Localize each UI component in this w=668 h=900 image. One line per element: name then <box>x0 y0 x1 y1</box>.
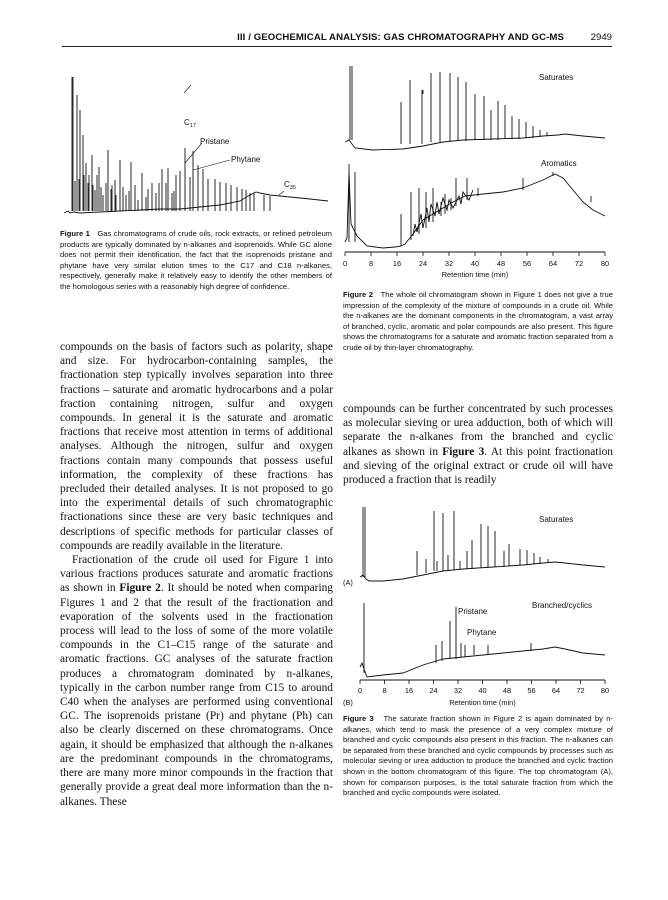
figure-3-caption-text: The saturate fraction shown in Figure 2 is again dominated by n-alkanes, which tend to mask the presence of a very complex mixture of branched and cyclic compounds also present in this fraction. The n-alkanes can be separated from these branched and cyclic compounds by processes such as molecular sieving or urea adduction to produce the branched and cyclic fraction shown in the bottom chromatogram of this figure. The top chromatogram (A), shown for comparison purposes, is the total saturate fraction from which the branched and cyclic compounds were isolated. <box>343 714 613 798</box>
figure-2-caption <box>343 290 613 354</box>
x-tick: 72 <box>576 686 585 695</box>
x-tick: 8 <box>382 686 387 695</box>
x-tick: 32 <box>444 259 454 268</box>
x-axis-label: Retention time (min) <box>441 270 509 279</box>
pristane-label: Pristane <box>458 607 488 616</box>
x-tick: 48 <box>502 686 512 695</box>
figure-1-caption-label: Figure 1 <box>60 229 90 238</box>
figure-3-caption <box>343 714 613 799</box>
figure-1-caption-text: Gas chromatograms of crude oils, rock extracts, or refined petroleum products are typically dominated by n-alkanes and isoprenoids. While GC alone does not permit their identification, the fact that the isoprenoids pristane and phytane have very similar elution times to the C17 and C18 n-alkanes, respectively, generally make it relatively easy to identify the other members of the homologous series with a reasonably high degree of confidence. <box>60 229 332 291</box>
x-tick: 64 <box>548 259 558 268</box>
x-tick: 24 <box>429 686 438 695</box>
figure-3-x-axis <box>343 680 609 707</box>
x-tick: 40 <box>478 686 487 695</box>
x-tick: 64 <box>551 686 561 695</box>
paragraph: Fractionation of the crude oil used for Figure 1 into various fractions produces saturate and aromatic fractions as shown in Figure 2. It should be noted when comparing Figures 1 and 2 that the result of the fractionation and evaporation of the solvents used in the fractionation process will lead to the loss of some of the more volatile compounds in the C1–C15 range of the saturate and aromatic fractions. GC analyses of the saturate fraction produces a chromatogram dominated by n-alkanes, typically in the carbon number range from C15 to around C40 when the analyses are performed using conventional GC. The isoprenoids pristane (Pr) and phytane (Ph) can also be clearly discerned on these chromatograms. Once again, it should be emphasized that although the n-alkanes are the predominant compounds in the chromatograms, there are many more minor compounds in the fraction that generally provide a great deal more information than the n-alkanes. These <box>60 554 334 808</box>
x-axis-label: Retention time (min) <box>449 698 516 707</box>
figure-2-chromatogram <box>343 64 613 282</box>
pristane-label: Pristane <box>200 137 230 146</box>
x-tick: 72 <box>574 259 584 268</box>
aromatics-label: Aromatics <box>541 159 577 168</box>
figure-3-caption-label: Figure 3 <box>343 714 374 723</box>
figure-2-caption-label: Figure 2 <box>343 290 374 299</box>
x-tick: 80 <box>600 686 610 695</box>
paragraph: compounds on the basis of factors such as polarity, shape and size. For hydrocarbon-containing samples, the fractionation step typically involves separation into three fractions – saturate and aromatic hydrocarbons and a polar fraction containing nitrogen, sulfur and oxygen compounds. In general it is the saturate and aromatic fractions that receive most attention in terms of additional analyses. Although the nitrogen, sulfur and oxygen fractions contain many compounds that possess useful information, the complexity of these fractions has precluded their detailed analyses. It is not proposed to go into the experimental details of such chromatographic fractionations since these are very basic techniques and descriptions of specific methods for particular classes of compounds are readily available in the literature. <box>60 341 333 552</box>
running-title: III / GEOCHEMICAL ANALYSIS: GAS CHROMATOGRAPHY AND GC-MS <box>237 32 564 43</box>
x-tick: 32 <box>453 686 463 695</box>
phytane-label: Phytane <box>231 155 261 164</box>
right-column-text <box>343 402 613 487</box>
x-tick: 56 <box>527 686 536 695</box>
figure-2-x-axis <box>343 252 609 279</box>
x-tick: 0 <box>357 686 363 695</box>
page-number: 2949 <box>590 32 612 43</box>
x-tick: 16 <box>404 686 414 695</box>
phytane-label: Phytane <box>467 628 497 637</box>
running-header <box>62 30 612 47</box>
figure-1-peaks <box>64 77 328 213</box>
saturates-label: Saturates <box>539 73 574 82</box>
x-tick: 16 <box>392 259 402 268</box>
x-tick: 8 <box>368 259 374 268</box>
figure-1-annotation-lines <box>184 85 284 195</box>
figure-2-reference[interactable]: Figure 2 <box>119 582 161 595</box>
panel-a-label: (A) <box>343 578 353 587</box>
c17-label: $C_{17}$ <box>184 118 196 129</box>
left-column-text <box>60 340 333 809</box>
aromatics-trace <box>345 164 605 248</box>
branched-cyclics-label: Branched/cyclics <box>532 601 593 610</box>
x-tick: 80 <box>600 259 610 268</box>
paragraph: compounds can be further concentrated by such processes as molecular sieving or urea adduction, both of which will separate the n-alkanes from the branched and cyclic alkanes as shown in Figure 3. At this point fractionation and sieving of the original extract or crude oil will have produced a fraction that is readily <box>343 403 613 487</box>
x-tick: 40 <box>470 259 480 268</box>
x-tick: 56 <box>522 259 532 268</box>
x-tick: 24 <box>418 259 428 268</box>
figure-1-caption <box>60 229 332 293</box>
figure-2-caption-text: The whole oil chromatogram shown in Figure 1 does not give a true impression of the complexity of the mixture of compounds in a crude oil. While the n-alkanes are the dominant components in the chromatogram, a vast array of branched, cyclic, aromatic and polar compounds are also present. This figure shows the chromatograms for a saturate and aromatic fraction separated from a crude oil by thin-layer chromatography. <box>343 290 613 352</box>
c35-label: $C_{35}$ <box>284 180 296 191</box>
figure-3-reference[interactable]: Figure 3 <box>442 445 485 458</box>
panel-b-label: (B) <box>343 698 353 707</box>
x-tick: 48 <box>496 259 506 268</box>
saturates-label: Saturates <box>539 515 574 524</box>
figure-1-chromatogram <box>60 65 336 225</box>
figure-3-chromatogram <box>343 505 615 709</box>
x-tick: 0 <box>343 259 348 268</box>
